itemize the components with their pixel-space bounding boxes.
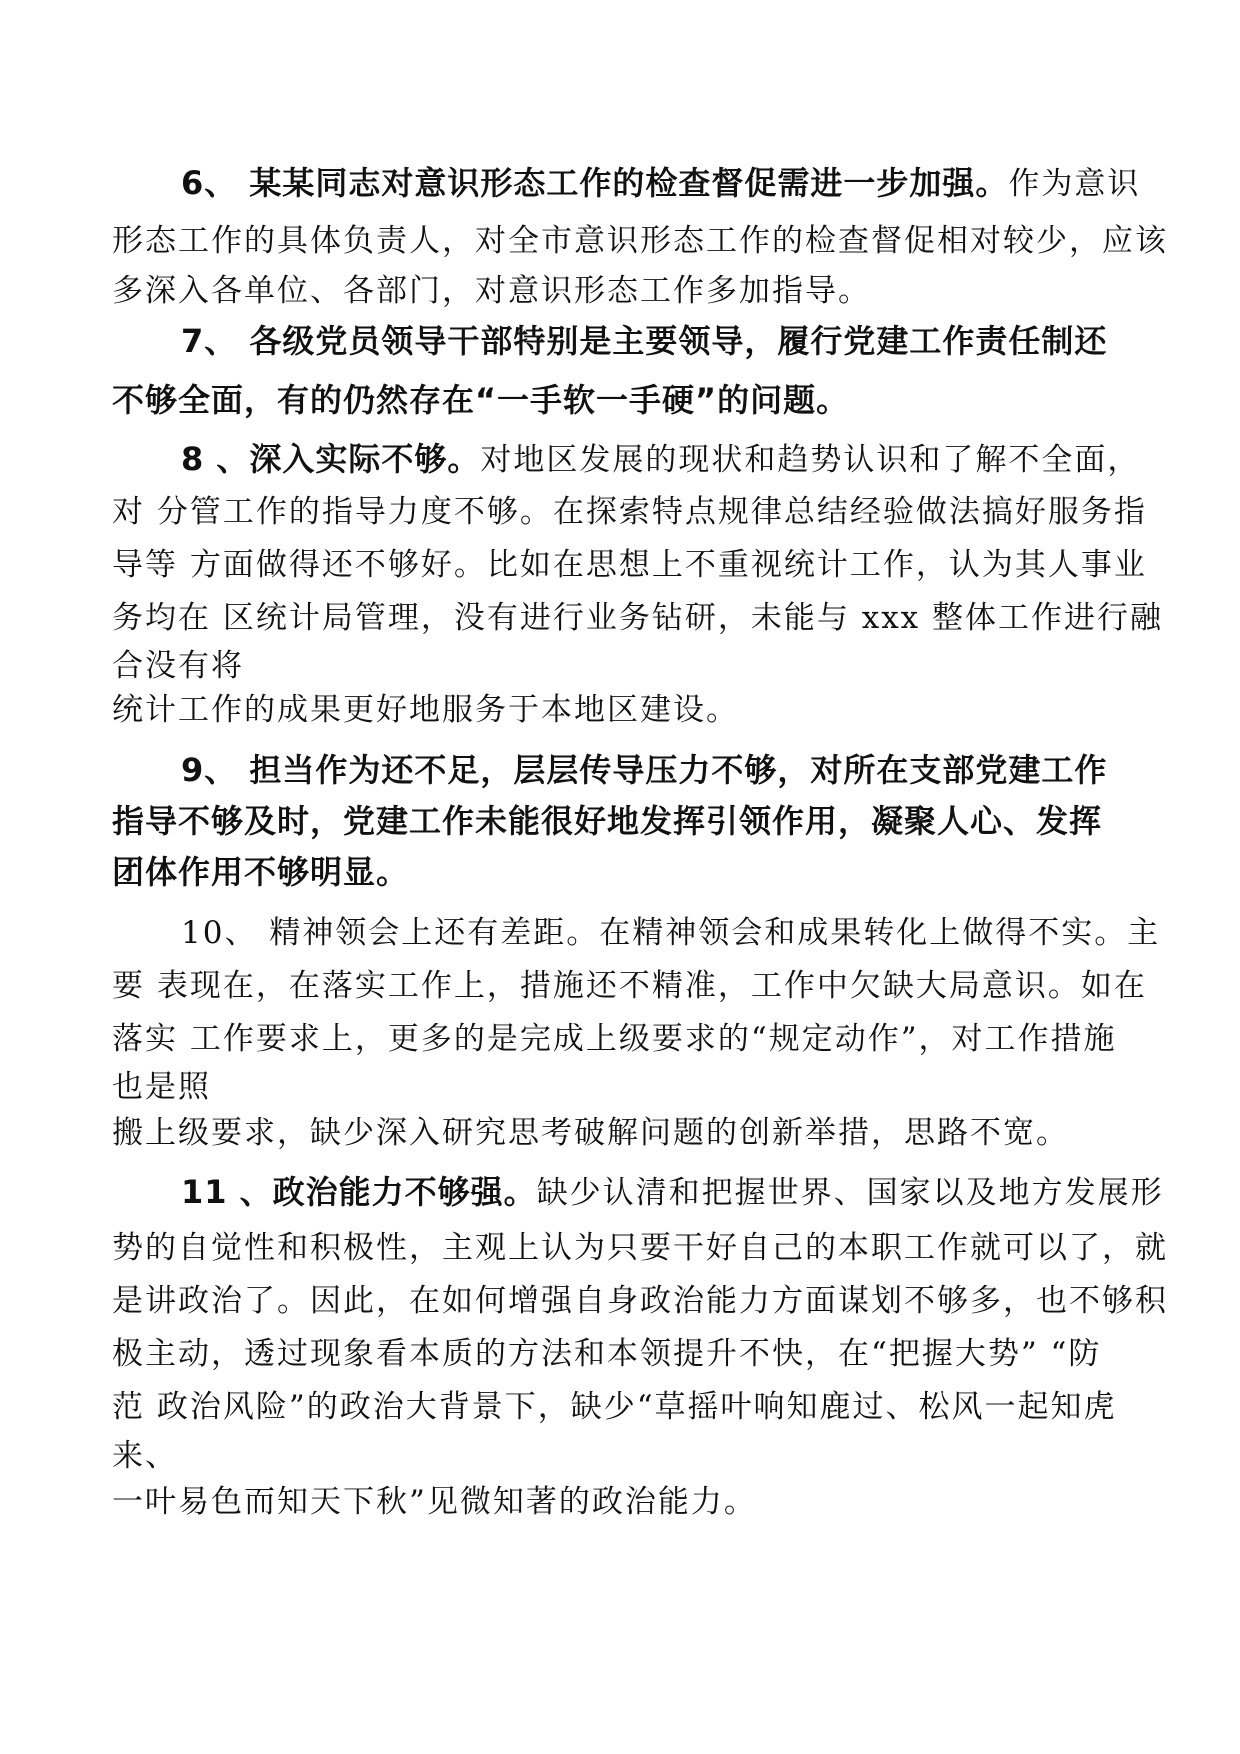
paragraph-11-heading: 11 、政治能力不够强。 xyxy=(181,1173,537,1211)
paragraph-11-line-7: 一叶易色而知天下秋”见微知著的政治能力。 xyxy=(112,1484,757,1520)
paragraph-8-line-1 xyxy=(181,439,1140,480)
paragraph-10-line-4: 也是照 xyxy=(112,1069,211,1105)
paragraph-8-line-4: 务均在 区统计局管理，没有进行业务钻研，未能与 xxx 整体工作进行融 xyxy=(112,600,1164,636)
paragraph-8-line-3: 导等 方面做得还不够好。比如在思想上不重视统计工作，认为其人事业 xyxy=(112,547,1147,583)
paragraph-6-line-2: 形态工作的具体负责人，对全市意识形态工作的检查督促相对较少，应该 xyxy=(112,223,1168,259)
paragraph-11-text: 缺少认清和把握世界、国家以及地方发展形 xyxy=(536,1175,1164,1211)
paragraph-9-line-2: 指导不够及时，党建工作未能很好地发挥引领作用，凝聚人心、发挥 xyxy=(112,802,1103,840)
paragraph-11-line-4: 极主动，透过现象看本质的方法和本领提升不快，在“把握大势” “防 xyxy=(112,1336,1102,1372)
paragraph-10-line-2: 要 表现在，在落实工作上，措施还不精准，工作中欠缺大局意识。如在 xyxy=(112,968,1147,1004)
paragraph-6-heading: 6、 某某同志对意识形态工作的检查督促需进一步加强。 xyxy=(181,164,1009,202)
paragraph-6-line-3: 多深入各单位、各部门，对意识形态工作多加指导。 xyxy=(112,273,871,309)
paragraph-8-line-2: 对 分管工作的指导力度不够。在探索特点规律总结经验做法搞好服务指 xyxy=(112,494,1147,530)
paragraph-11-line-3: 是讲政治了。因此，在如何增强自身政治能力方面谋划不够多，也不够积 xyxy=(112,1283,1168,1319)
paragraph-11-line-6: 来、 xyxy=(112,1438,178,1474)
paragraph-6-text: 作为意识 xyxy=(1008,166,1141,202)
paragraph-8-line-5: 合没有将 xyxy=(112,648,244,684)
paragraph-11-line-5: 范 政治风险”的政治大背景下，缺少“草摇叶响知鹿过、松风一起知虎 xyxy=(112,1389,1117,1425)
paragraph-10-line-5: 搬上级要求，缺少深入研究思考破解问题的创新举措，思路不宽。 xyxy=(112,1115,1069,1151)
paragraph-9-line-3: 团体作用不够明显。 xyxy=(112,853,410,891)
paragraph-8-heading: 8 、深入实际不够。 xyxy=(181,440,481,478)
paragraph-11-line-1 xyxy=(181,1172,1164,1213)
paragraph-7-line-2: 不够全面，有的仍然存在“一手软一手硬”的问题。 xyxy=(112,381,850,419)
paragraph-8-line-6: 统计工作的成果更好地服务于本地区建设。 xyxy=(112,692,739,728)
paragraph-10-line-3: 落实 工作要求上，更多的是完成上级要求的“规定动作”，对工作措施 xyxy=(112,1021,1117,1057)
paragraph-11-line-2: 势的自觉性和积极性，主观上认为只要干好自己的本职工作就可以了，就 xyxy=(112,1230,1168,1266)
paragraph-7-line-1: 7、 各级党员领导干部特别是主要领导，履行党建工作责任制还 xyxy=(181,322,1108,360)
paragraph-6-line-1 xyxy=(181,163,1140,204)
paragraph-10-line-1: 10、 精神领会上还有差距。在精神领会和成果转化上做得不实。主 xyxy=(181,915,1161,951)
paragraph-8-text: 对地区发展的现状和趋势认识和了解不全面， xyxy=(480,442,1141,478)
paragraph-9-line-1: 9、 担当作为还不足，层层传导压力不够，对所在支部党建工作 xyxy=(181,751,1108,789)
